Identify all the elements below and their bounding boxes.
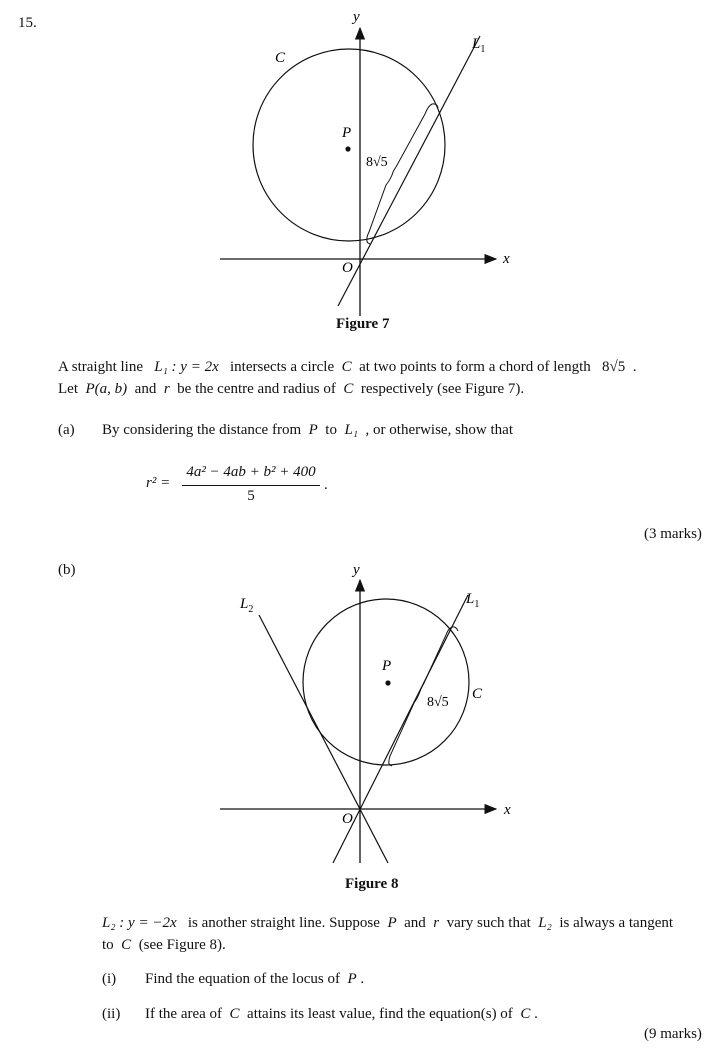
fig8-chord-brace bbox=[389, 627, 452, 761]
fig7-line-l1 bbox=[338, 36, 480, 306]
part-b-line-1 bbox=[102, 914, 673, 932]
intro-point-p: P(a, b) bbox=[85, 381, 128, 397]
fig8-centre-dot bbox=[385, 680, 390, 685]
intro-text: A straight line bbox=[58, 359, 143, 375]
fig7-label-y: y bbox=[353, 9, 360, 25]
intro-text: and bbox=[134, 381, 157, 397]
fig7-chord-brace bbox=[367, 104, 432, 238]
fig8-label-y: y bbox=[353, 562, 360, 578]
fig8-label-l1: $L_1$ bbox=[466, 591, 480, 610]
part-b-marks: (9 marks) bbox=[644, 1026, 702, 1042]
formula-lhs: r² = bbox=[146, 475, 171, 491]
part-a-marks: (3 marks) bbox=[644, 526, 702, 542]
figure-7-caption: Figure 7 bbox=[336, 316, 390, 332]
fig7-label-centre: P bbox=[342, 125, 352, 141]
fig7-label-l1: $L_1$ bbox=[472, 36, 486, 55]
part-b-text: is always a tangent bbox=[559, 915, 674, 931]
intro-line-2 bbox=[58, 380, 524, 398]
intro-circle: C bbox=[343, 381, 354, 397]
sub-ii-end: . bbox=[534, 1006, 538, 1022]
formula-fraction-bar bbox=[182, 485, 320, 486]
part-b-text: vary such that bbox=[446, 915, 531, 931]
fig7-circle-c bbox=[253, 49, 445, 241]
sub-i-label: (i) bbox=[102, 971, 117, 987]
part-a-text bbox=[102, 421, 513, 439]
intro-text: intersects a circle bbox=[230, 359, 335, 375]
part-b-c: C bbox=[121, 937, 132, 953]
fig8-chord-label: 8√5 bbox=[427, 695, 449, 710]
formula-end: . bbox=[324, 477, 328, 493]
fig7-label-x: x bbox=[503, 251, 510, 267]
sub-ii-c1: C bbox=[229, 1006, 240, 1022]
part-b-l2: L₂ bbox=[538, 915, 552, 931]
sub-i-end: . bbox=[360, 971, 365, 987]
part-a-p: P bbox=[308, 422, 318, 438]
part-b-text: and bbox=[404, 915, 426, 931]
intro-radius: r bbox=[163, 381, 170, 397]
intro-chord-length: 8√5 bbox=[602, 359, 626, 375]
figure-8-caption: Figure 8 bbox=[345, 876, 399, 892]
part-b-r: r bbox=[433, 915, 440, 931]
part-b-eq-l2: L₂ : y = −2x bbox=[102, 915, 177, 931]
intro-line-1 bbox=[58, 358, 636, 376]
sub-ii-c2: C bbox=[520, 1006, 531, 1022]
part-a-text-3: , or otherwise, show that bbox=[365, 422, 514, 438]
formula-denominator: 5 bbox=[247, 488, 255, 504]
intro-circle: C bbox=[341, 359, 352, 375]
fig7-chord-label: 8√5 bbox=[366, 155, 388, 170]
part-b-label: (b) bbox=[58, 562, 76, 578]
part-a-text-1: By considering the distance from bbox=[102, 422, 302, 438]
fig7-label-origin: O bbox=[342, 260, 353, 276]
fig8-label-x: x bbox=[504, 802, 511, 818]
intro-equation-l1: L₁ : y = 2x bbox=[154, 359, 219, 375]
part-a-l1: L₁ bbox=[344, 422, 359, 438]
part-b-text: to bbox=[102, 937, 114, 953]
sub-ii-text bbox=[145, 1005, 538, 1023]
intro-text: . bbox=[632, 359, 637, 375]
part-a-text-2: to bbox=[325, 422, 337, 438]
fig8-line-l1 bbox=[333, 595, 468, 863]
fig7-label-circle: C bbox=[275, 50, 286, 66]
fig8-line-l2 bbox=[259, 615, 388, 863]
sub-ii-text-1: If the area of bbox=[145, 1006, 223, 1022]
part-a-label: (a) bbox=[58, 422, 75, 438]
sub-i-question: Find the equation of the locus of bbox=[145, 971, 340, 987]
formula-numerator: 4a² − 4ab + b² + 400 bbox=[186, 464, 316, 480]
question-number: 15. bbox=[18, 15, 37, 31]
part-b-text: is another straight line. Suppose bbox=[187, 915, 380, 931]
fig8-label-circle: C bbox=[472, 686, 483, 702]
sub-i-text bbox=[145, 970, 364, 988]
figure-8-diagram bbox=[0, 560, 723, 880]
sub-ii-label: (ii) bbox=[102, 1006, 121, 1022]
part-b-p: P bbox=[387, 915, 397, 931]
fig8-label-centre: P bbox=[382, 658, 392, 674]
part-b-text: (see Figure 8). bbox=[138, 937, 226, 953]
fig8-label-origin: O bbox=[342, 811, 353, 827]
intro-text: be the centre and radius of bbox=[177, 381, 336, 397]
sub-i-p: P bbox=[347, 971, 357, 987]
part-b-line-2 bbox=[102, 936, 226, 954]
intro-text: Let bbox=[58, 381, 78, 397]
figure-7-diagram bbox=[0, 0, 723, 340]
sub-ii-text-2: attains its least value, find the equation(s) of bbox=[247, 1006, 513, 1022]
intro-text: at two points to form a chord of length bbox=[359, 359, 591, 375]
fig8-label-l2: $L_2$ bbox=[240, 596, 254, 615]
intro-text: respectively (see Figure 7). bbox=[360, 381, 525, 397]
fig7-centre-dot bbox=[345, 146, 350, 151]
